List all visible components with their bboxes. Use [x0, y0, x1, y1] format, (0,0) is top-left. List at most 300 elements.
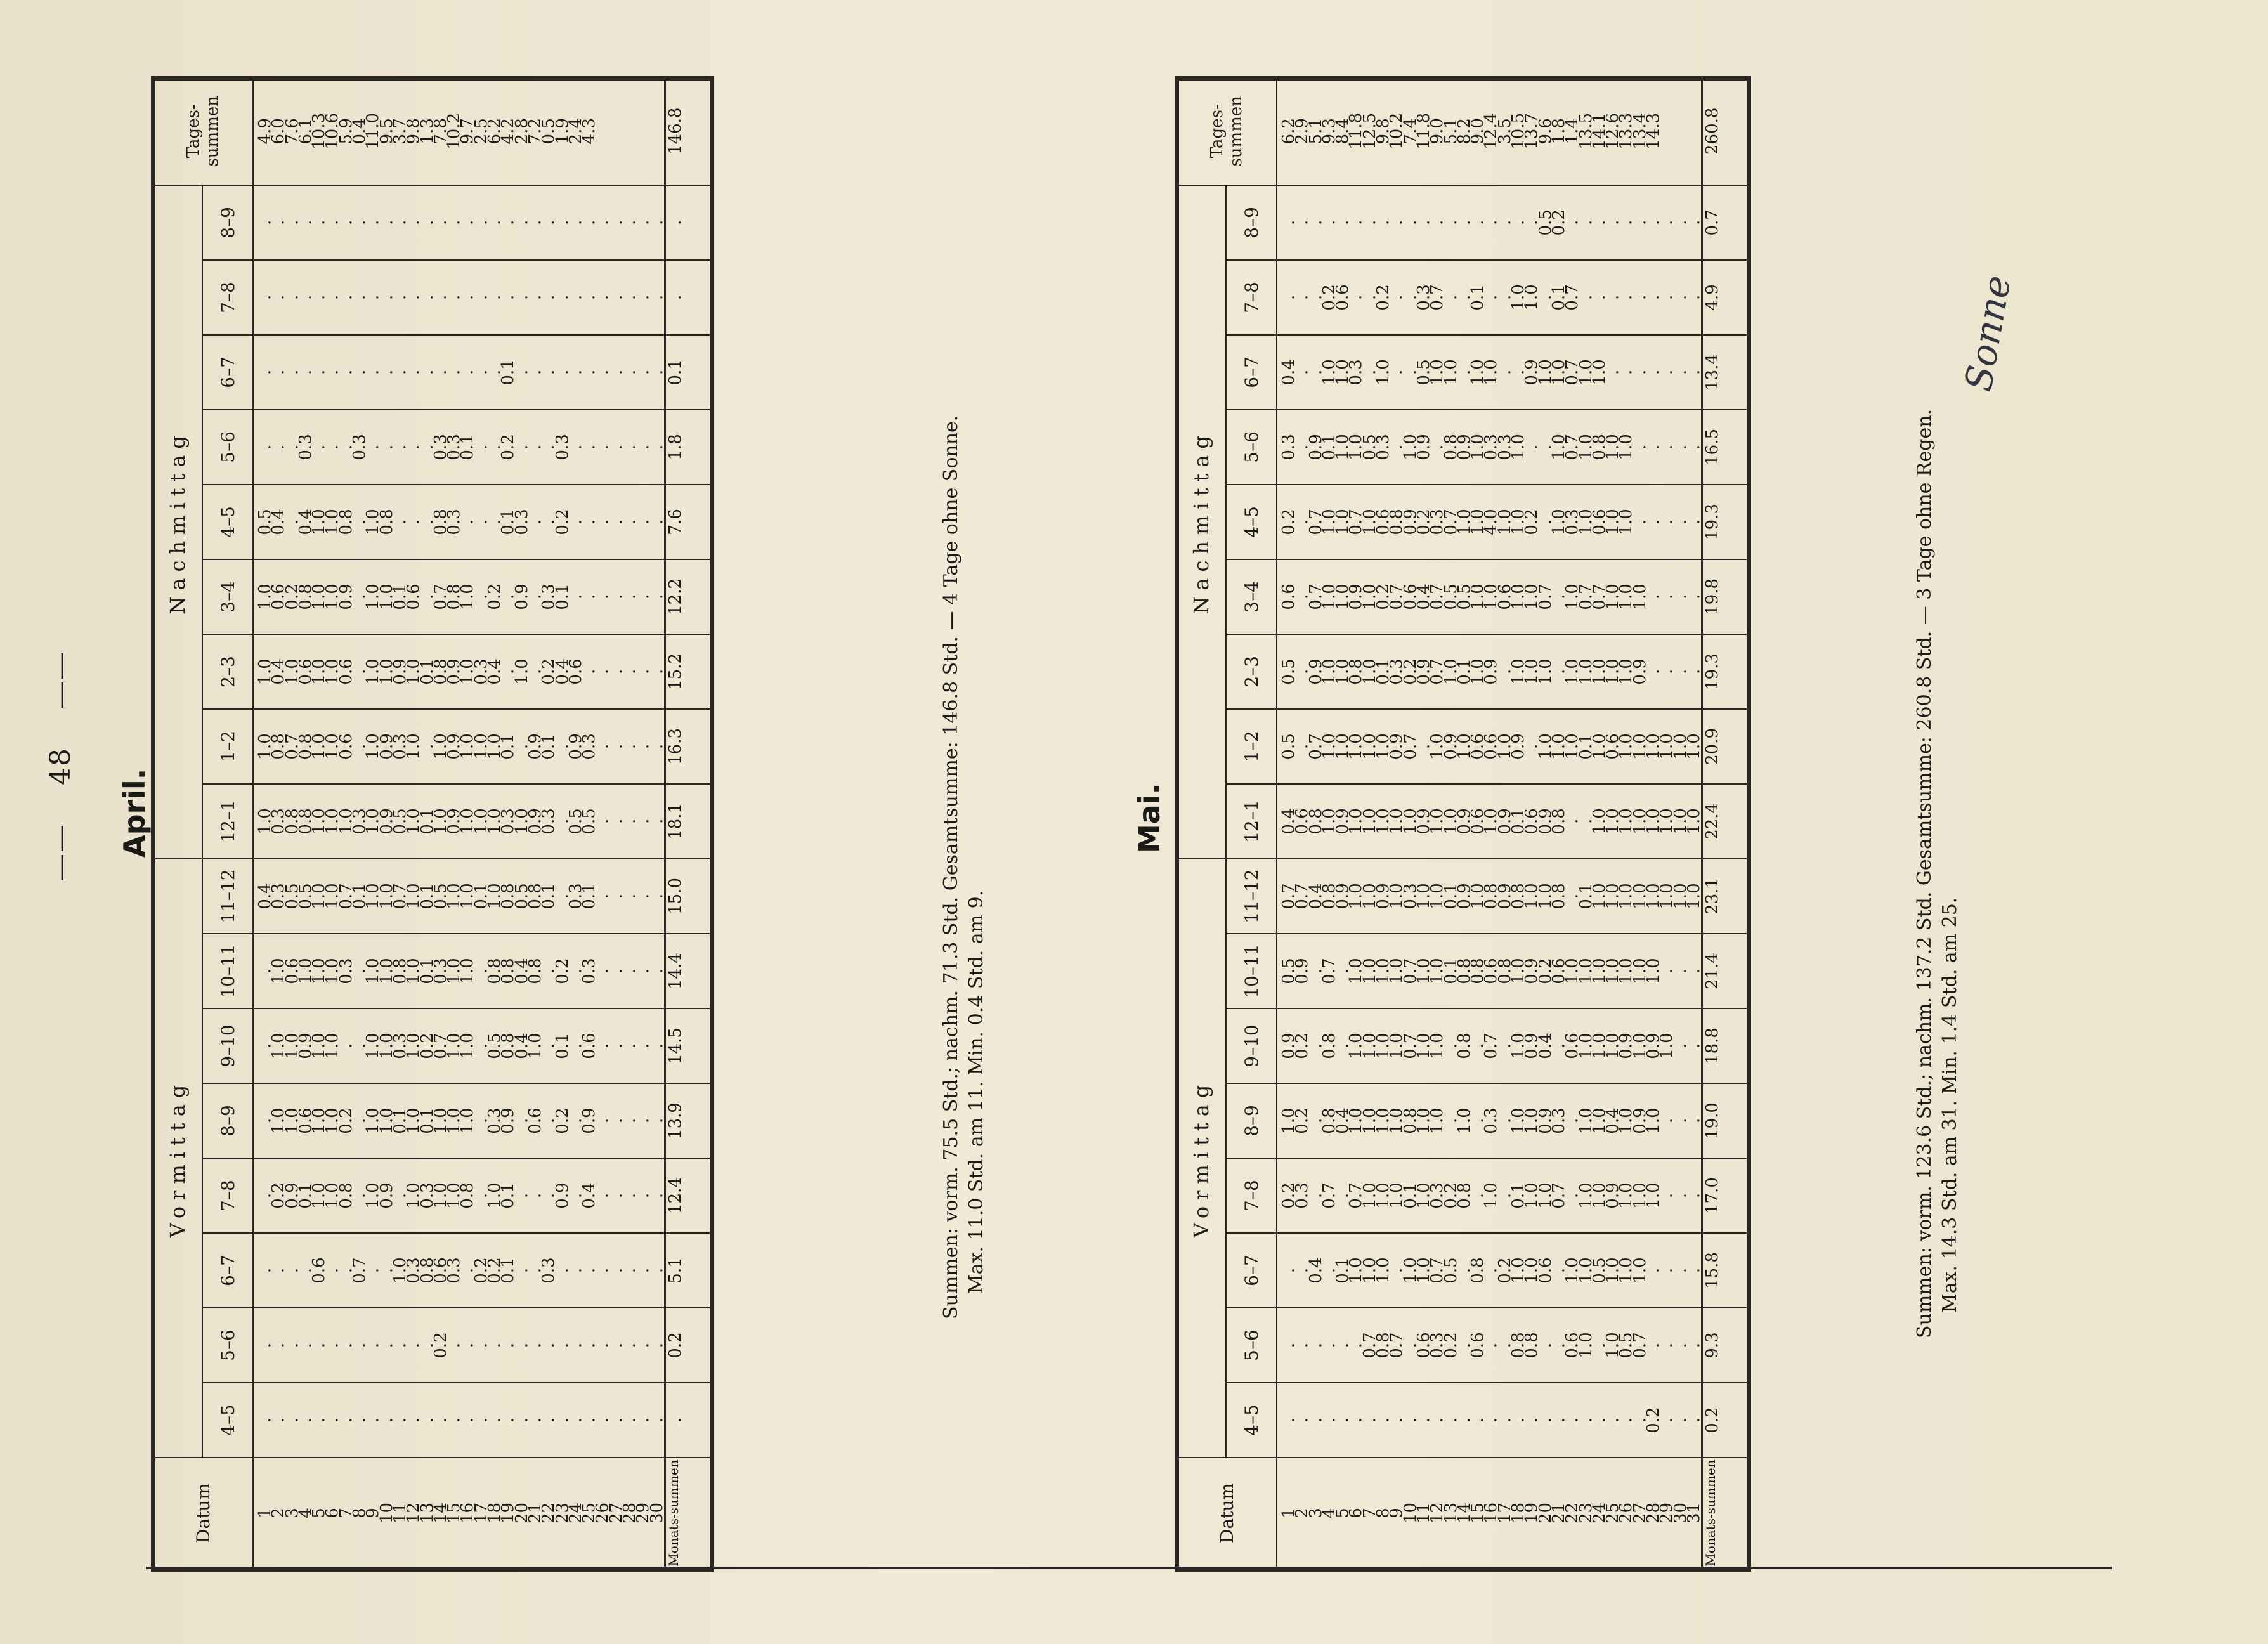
- mai-hour-cell: 1.0: [1603, 808, 1623, 835]
- mai-hour-cell: .: [1495, 1192, 1515, 1199]
- mai-hour-cell: .: [1387, 1267, 1407, 1274]
- mai-hour-cell: 1.0: [1563, 733, 1582, 760]
- april-hour-header: 2–3: [202, 634, 253, 709]
- april-hour-cell: .: [634, 1118, 653, 1124]
- mai-hour-cell: .: [1400, 1417, 1420, 1423]
- mai-hour-cell: .: [1414, 1417, 1433, 1423]
- april-hour-cell: .: [539, 369, 559, 375]
- mai-hour-cell: 1.0: [1319, 584, 1339, 610]
- mai-hour-cell: 1.0: [1333, 658, 1353, 685]
- april-hour-cell: 0.5: [256, 509, 275, 535]
- april-hour-cell: .: [580, 294, 599, 301]
- mai-hour-cell: 0.8: [1346, 658, 1366, 685]
- april-hour-cell: .: [647, 369, 667, 375]
- april-tagessumme-cell: 0.5: [539, 118, 559, 145]
- mai-hour-cell: 1.0: [1522, 883, 1542, 910]
- april-hour-cell: .: [620, 369, 640, 375]
- april-date-cell: 3: [282, 1508, 302, 1518]
- april-hour-cell: 1.0: [256, 808, 275, 835]
- mai-hour-cell: .: [1454, 1342, 1474, 1348]
- april-hour-cell: .: [620, 294, 640, 301]
- april-hour-cell: .: [269, 1417, 289, 1423]
- mai-hour-cell: 1.0: [1360, 958, 1379, 984]
- mai-hour-cell: 1.0: [1589, 958, 1609, 984]
- mai-hour-cell: 0.8: [1509, 883, 1528, 910]
- april-hour-cell: 1.0: [404, 733, 424, 760]
- mai-hour-header: 9–10: [1226, 1008, 1277, 1083]
- april-hour-cell: 0.3: [390, 1033, 410, 1059]
- mai-hour-cell: .: [1293, 1267, 1312, 1274]
- april-date-cell: 4: [296, 1508, 315, 1518]
- mai-hour-cell: 0.4: [1279, 359, 1298, 386]
- mai-hour-cell: 1.0: [1617, 883, 1636, 910]
- april-hour-cell: .: [512, 369, 531, 375]
- mai-hour-cell: .: [1509, 369, 1528, 375]
- april-tagessumme-cell: 1.3: [417, 118, 437, 145]
- april-hour-cell: .: [336, 369, 356, 375]
- mai-hour-cell: 1.0: [1576, 1107, 1596, 1134]
- mai-hour-cell: 0.9: [1482, 658, 1501, 685]
- mai-tagessumme-cell: 12.6: [1603, 112, 1623, 150]
- april-hour-cell: .: [539, 219, 559, 225]
- mai-date-cell: 1: [1279, 1508, 1298, 1518]
- april-date-cell: 7: [336, 1508, 356, 1518]
- april-hour-cell: 1.0: [323, 733, 342, 760]
- april-hour-cell: 0.1: [499, 733, 518, 760]
- mai-hour-cell: 1.0: [1549, 359, 1568, 386]
- mai-hour-cell: 1.0: [1684, 808, 1704, 835]
- mai-monatssumme-cell: 22.4: [1702, 784, 1749, 859]
- mai-hour-cell: .: [1306, 1043, 1326, 1049]
- april-hour-cell: .: [417, 294, 437, 301]
- april-hour-cell: .: [593, 1417, 613, 1423]
- mai-date-cell: 12: [1428, 1502, 1447, 1524]
- mai-hour-cell: 1.0: [1535, 359, 1555, 386]
- mai-summary-line1: Summen: vorm. 123.6 Std.; nachm. 137.2 Std. Gesamtsumme: 260.8 Std. — 3 Tage ohne Regen.: [1913, 408, 1936, 1338]
- april-hour-cell: 0.8: [377, 509, 396, 535]
- april-hour-cell: 1.0: [404, 1182, 424, 1209]
- mai-hour-cell: 0.9: [1306, 658, 1326, 685]
- april-hour-header: 8–9: [202, 185, 253, 260]
- mai-hour-column: [1277, 485, 1702, 559]
- mai-hour-cell: 0.8: [1454, 1182, 1474, 1209]
- mai-hour-cell: 0.9: [1333, 883, 1353, 910]
- april-hour-cell: .: [390, 1342, 410, 1348]
- mai-hour-cell: .: [1576, 294, 1596, 301]
- mai-date-cell: 20: [1535, 1502, 1555, 1524]
- mai-hour-cell: .: [1684, 444, 1704, 450]
- april-hour-cell: 0.4: [552, 658, 572, 685]
- mai-hour-cell: .: [1657, 968, 1677, 974]
- april-hour-cell: .: [634, 968, 653, 974]
- mai-hour-cell: .: [1495, 1342, 1515, 1348]
- april-hour-cell: 1.0: [363, 958, 383, 984]
- mai-date-cell: 5: [1333, 1508, 1353, 1518]
- mai-hour-cell: 0.6: [1374, 509, 1393, 535]
- mai-hour-cell: 1.0: [1589, 1182, 1609, 1209]
- mai-date-cell: 23: [1576, 1502, 1596, 1524]
- mai-hour-cell: 0.8: [1549, 808, 1568, 835]
- mai-tagessumme-cell: 12.5: [1360, 112, 1379, 150]
- april-hour-cell: 0.2: [282, 584, 302, 610]
- april-hour-cell: .: [606, 444, 626, 450]
- mai-hour-cell: .: [1293, 519, 1312, 525]
- mai-hour-cell: 1.0: [1657, 883, 1677, 910]
- mai-hour-cell: .: [1468, 1043, 1488, 1049]
- april-hour-cell: .: [647, 1417, 667, 1423]
- april-hour-cell: 0.1: [499, 1257, 518, 1284]
- mai-hour-cell: .: [1468, 1192, 1488, 1199]
- april-hour-cell: 0.1: [552, 1033, 572, 1059]
- mai-hour-cell: 0.2: [1374, 584, 1393, 610]
- april-date-cell: 13: [417, 1502, 437, 1524]
- april-hour-cell: .: [336, 219, 356, 225]
- mai-hour-cell: .: [1644, 519, 1664, 525]
- april-hour-cell: .: [471, 219, 491, 225]
- mai-hour-cell: 0.8: [1454, 958, 1474, 984]
- april-hour-cell: 1.0: [485, 1182, 505, 1209]
- april-hour-header: 7–8: [202, 1158, 253, 1233]
- mai-hour-cell: .: [1603, 369, 1623, 375]
- april-hour-cell: 1.0: [363, 658, 383, 685]
- mai-hour-cell: 1.0: [1644, 1107, 1664, 1134]
- mai-hour-cell: 0.7: [1482, 1033, 1501, 1059]
- mai-hour-cell: 1.0: [1576, 1257, 1596, 1284]
- mai-hour-cell: 1.0: [1387, 1182, 1407, 1209]
- april-hour-cell: .: [580, 219, 599, 225]
- april-hour-cell: 0.3: [431, 958, 450, 984]
- april-hour-cell: 0.2: [552, 509, 572, 535]
- page-number: 48: [44, 747, 77, 785]
- page-bottom-rule: [146, 1567, 2112, 1569]
- mai-hour-cell: 0.7: [1279, 883, 1298, 910]
- april-hour-cell: .: [620, 1043, 640, 1049]
- mai-hour-cell: 1.0: [1428, 808, 1447, 835]
- april-hour-cell: .: [336, 1267, 356, 1274]
- april-hour-cell: .: [336, 1417, 356, 1423]
- april-hour-cell: 0.9: [512, 584, 531, 610]
- mai-hour-cell: .: [1400, 369, 1420, 375]
- mai-monatssumme-cell: 16.5: [1702, 410, 1749, 485]
- april-hour-cell: .: [620, 444, 640, 450]
- mai-hour-cell: 0.1: [1441, 958, 1461, 984]
- april-hour-cell: 0.3: [580, 733, 599, 760]
- mai-hour-cell: 0.2: [1414, 509, 1433, 535]
- mai-hour-cell: .: [1563, 818, 1582, 825]
- april-hour-cell: .: [485, 294, 505, 301]
- mai-hour-cell: .: [1563, 893, 1582, 899]
- mai-hour-cell: .: [1468, 219, 1488, 225]
- april-hour-column: [253, 1008, 665, 1083]
- mai-hour-cell: .: [1360, 294, 1379, 301]
- april-hour-cell: .: [539, 1192, 559, 1199]
- mai-hour-cell: 1.0: [1414, 1107, 1433, 1134]
- april-hour-column: [253, 485, 665, 559]
- mai-hour-cell: 1.0: [1374, 958, 1393, 984]
- april-hour-cell: .: [593, 1118, 613, 1124]
- april-hour-cell: .: [552, 893, 572, 899]
- april-hour-cell: 1.0: [404, 1107, 424, 1134]
- april-date-cell: 11: [390, 1502, 410, 1524]
- mai-hour-cell: 1.0: [1414, 883, 1433, 910]
- mai-hour-cell: 0.6: [1522, 808, 1542, 835]
- mai-hour-cell: .: [1522, 743, 1542, 750]
- mai-hour-cell: 1.0: [1279, 1107, 1298, 1134]
- mai-hour-cell: .: [1549, 1267, 1568, 1274]
- april-hour-cell: 0.9: [282, 1182, 302, 1209]
- mai-hour-cell: 1.0: [1374, 1033, 1393, 1059]
- mai-hour-cell: 0.1: [1319, 434, 1339, 460]
- mai-monatssumme-cell: 13.4: [1702, 335, 1749, 410]
- mai-hour-cell: .: [1495, 669, 1515, 675]
- mai-hour-cell: 1.0: [1589, 1033, 1609, 1059]
- april-hour-cell: .: [377, 219, 396, 225]
- mai-hour-cell: 1.0: [1333, 733, 1353, 760]
- mai-hour-cell: 1.0: [1360, 883, 1379, 910]
- mai-monatssumme-cell: 18.8: [1702, 1008, 1749, 1083]
- april-hour-cell: .: [566, 369, 585, 375]
- april-hour-cell: 0.9: [525, 733, 545, 760]
- mai-hour-cell: 0.1: [1468, 284, 1488, 311]
- april-hour-cell: 0.8: [445, 584, 464, 610]
- mai-hour-cell: 1.0: [1657, 733, 1677, 760]
- mai-hour-cell: 0.3: [1414, 284, 1433, 311]
- mai-hour-cell: .: [1630, 519, 1650, 525]
- mai-hour-cell: 0.3: [1482, 1107, 1501, 1134]
- april-monatssummen-label: Monats-summen: [665, 1458, 712, 1569]
- mai-hour-cell: 0.9: [1617, 1033, 1636, 1059]
- april-hour-cell: 0.3: [269, 883, 289, 910]
- april-tagessumme-cell: 0.4: [350, 118, 370, 145]
- mai-hour-cell: 1.0: [1387, 958, 1407, 984]
- april-hour-cell: .: [458, 219, 478, 225]
- mai-hour-cell: .: [1657, 294, 1677, 301]
- mai-hour-cell: .: [1657, 669, 1677, 675]
- mai-hour-cell: 1.0: [1400, 1257, 1420, 1284]
- mai-hour-cell: 0.9: [1495, 883, 1515, 910]
- april-hour-cell: 1.0: [377, 883, 396, 910]
- mai-hour-cell: 1.0: [1603, 509, 1623, 535]
- mai-date-cell: 22: [1563, 1502, 1582, 1524]
- april-hour-cell: .: [350, 294, 370, 301]
- mai-hour-header: 3–4: [1226, 559, 1277, 634]
- mai-tagessumme-cell: 13.3: [1617, 112, 1636, 150]
- april-hour-cell: 1.0: [404, 958, 424, 984]
- mai-hour-cell: 0.7: [1576, 584, 1596, 610]
- mai-summary: [1912, 409, 1963, 1338]
- april-hour-cell: .: [404, 519, 424, 525]
- april-hour-cell: 0.7: [431, 584, 450, 610]
- april-hour-cell: 1.0: [310, 509, 329, 535]
- april-hour-cell: 0.1: [471, 883, 491, 910]
- april-hour-cell: 1.0: [269, 958, 289, 984]
- mai-monatssumme-cell: 15.8: [1702, 1233, 1749, 1308]
- april-hour-cell: 0.4: [580, 1182, 599, 1209]
- mai-hour-cell: .: [1495, 1417, 1515, 1423]
- april-hour-cell: .: [606, 893, 626, 899]
- april-hour-cell: .: [499, 1342, 518, 1348]
- mai-hour-cell: .: [1684, 369, 1704, 375]
- april-hour-cell: .: [323, 444, 342, 450]
- mai-hour-cell: 1.0: [1360, 808, 1379, 835]
- mai-hour-cell: .: [1441, 1118, 1461, 1124]
- april-hour-cell: .: [620, 743, 640, 750]
- april-hour-cell: 0.3: [431, 434, 450, 460]
- april-hour-cell: .: [539, 1043, 559, 1049]
- mai-hour-cell: 0.3: [1346, 359, 1366, 386]
- mai-hour-cell: .: [1589, 1417, 1609, 1423]
- april-hour-cell: .: [525, 519, 545, 525]
- april-hour-cell: 0.2: [431, 1332, 450, 1359]
- page-number-line: ——48——: [44, 651, 77, 882]
- april-title: April.: [117, 768, 152, 858]
- mai-hour-cell: 1.0: [1482, 584, 1501, 610]
- april-hour-cell: .: [458, 1417, 478, 1423]
- mai-hour-column: [1277, 1158, 1702, 1233]
- april-hour-cell: .: [296, 1417, 315, 1423]
- april-hour-cell: .: [593, 968, 613, 974]
- mai-hour-cell: .: [1630, 219, 1650, 225]
- mai-hour-cell: 0.9: [1346, 584, 1366, 610]
- mai-hour-cell: .: [1306, 219, 1326, 225]
- april-hour-cell: 0.4: [256, 883, 275, 910]
- mai-hour-cell: .: [1293, 1342, 1312, 1348]
- mai-hour-cell: 0.2: [1293, 1033, 1312, 1059]
- mai-hour-cell: .: [1671, 294, 1690, 301]
- april-hour-cell: 0.9: [377, 1182, 396, 1209]
- mai-hour-cell: .: [1387, 294, 1407, 301]
- mai-hour-cell: 1.0: [1468, 584, 1488, 610]
- mai-monatssumme-cell: 19.3: [1702, 485, 1749, 559]
- april-hour-cell: .: [445, 369, 464, 375]
- mai-hour-cell: 1.0: [1374, 733, 1393, 760]
- mai-hour-cell: .: [1657, 1267, 1677, 1274]
- april-hour-cell: .: [417, 1342, 437, 1348]
- april-vormittag-header: Vormittag: [153, 859, 202, 1458]
- april-hour-cell: 1.0: [445, 1182, 464, 1209]
- mai-hour-cell: .: [1319, 219, 1339, 225]
- mai-hour-cell: .: [1549, 1342, 1568, 1348]
- april-hour-column: [253, 1233, 665, 1308]
- mai-hour-cell: 1.0: [1522, 1107, 1542, 1134]
- april-hour-cell: .: [296, 1342, 315, 1348]
- april-hour-cell: 0.8: [525, 958, 545, 984]
- april-hour-cell: 0.8: [336, 509, 356, 535]
- april-monatssumme-cell: 0.2: [665, 1308, 712, 1383]
- mai-hour-cell: .: [1293, 294, 1312, 301]
- april-hour-cell: 1.0: [282, 1107, 302, 1134]
- april-hour-cell: 0.3: [350, 808, 370, 835]
- mai-hour-cell: 4.0: [1482, 509, 1501, 535]
- mai-summary-line2: Max. 14.3 Std. am 31. Min. 1.4 Std. am 25.: [1939, 897, 1961, 1313]
- april-hour-cell: .: [634, 519, 653, 525]
- mai-hour-cell: 1.0: [1535, 1182, 1555, 1209]
- april-hour-header: 1–2: [202, 709, 253, 784]
- april-tagessumme-cell: 7.2: [525, 118, 545, 145]
- april-hour-cell: 0.5: [485, 1033, 505, 1059]
- april-hour-cell: .: [525, 1342, 545, 1348]
- april-tagessumme-cell: 10.3: [310, 112, 329, 150]
- mai-hour-cell: 0.9: [1535, 808, 1555, 835]
- mai-hour-cell: 0.3: [1482, 434, 1501, 460]
- april-hour-cell: 0.3: [566, 883, 585, 910]
- april-hour-column: [253, 1308, 665, 1383]
- april-hour-column: [253, 859, 665, 934]
- mai-monatssumme-cell: 260.8: [1702, 78, 1749, 185]
- april-hour-cell: .: [647, 1267, 667, 1274]
- april-hour-cell: 0.8: [431, 509, 450, 535]
- april-hour-cell: .: [634, 1043, 653, 1049]
- april-date-cell: 6: [323, 1508, 342, 1518]
- mai-hour-cell: 1.0: [1535, 883, 1555, 910]
- mai-tagessumme-cell: 11.8: [1346, 112, 1366, 150]
- april-hour-cell: 0.2: [269, 1182, 289, 1209]
- april-hour-cell: .: [566, 1267, 585, 1274]
- april-hour-cell: 0.9: [445, 733, 464, 760]
- mai-hour-cell: .: [1374, 1417, 1393, 1423]
- mai-hour-cell: .: [1671, 1118, 1690, 1124]
- april-hour-cell: .: [634, 1192, 653, 1199]
- april-hour-cell: 1.0: [256, 733, 275, 760]
- april-hour-cell: 1.0: [431, 1182, 450, 1209]
- mai-date-cell: 18: [1509, 1502, 1528, 1524]
- mai-hour-cell: 0.6: [1400, 584, 1420, 610]
- mai-hour-cell: 1.0: [1319, 658, 1339, 685]
- mai-hour-cell: 0.6: [1495, 584, 1515, 610]
- april-hour-cell: 0.1: [296, 1182, 315, 1209]
- april-hour-cell: 1.0: [323, 808, 342, 835]
- april-hour-cell: .: [634, 369, 653, 375]
- april-hour-cell: 1.0: [404, 658, 424, 685]
- april-hour-cell: .: [647, 519, 667, 525]
- april-hour-cell: 1.0: [458, 733, 478, 760]
- mai-tagessumme-cell: 14.1: [1589, 112, 1609, 150]
- mai-hour-cell: 1.0: [1563, 584, 1582, 610]
- april-hour-cell: 0.9: [445, 808, 464, 835]
- mai-hour-cell: 0.3: [1428, 1332, 1447, 1359]
- mai-hour-cell: 0.2: [1279, 1182, 1298, 1209]
- mai-hour-cell: 0.7: [1319, 958, 1339, 984]
- april-hour-cell: 0.3: [485, 1107, 505, 1134]
- mai-hour-cell: .: [1630, 1417, 1650, 1423]
- april-hour-cell: 0.3: [417, 1182, 437, 1209]
- april-hour-cell: .: [390, 519, 410, 525]
- mai-hour-cell: 1.0: [1522, 284, 1542, 311]
- mai-hour-cell: .: [1346, 1342, 1366, 1348]
- april-hour-cell: 0.2: [552, 1107, 572, 1134]
- mai-hour-cell: 0.3: [1293, 1182, 1312, 1209]
- mai-hour-cell: 1.0: [1576, 434, 1596, 460]
- mai-hour-cell: 0.9: [1387, 733, 1407, 760]
- april-hour-cell: .: [404, 294, 424, 301]
- april-hour-cell: 0.1: [499, 359, 518, 386]
- mai-hour-cell: 0.7: [1387, 584, 1407, 610]
- april-monatssumme-cell: .: [665, 185, 712, 260]
- april-hour-cell: 1.0: [404, 883, 424, 910]
- mai-hour-cell: 1.0: [1644, 808, 1664, 835]
- april-hour-cell: 1.0: [445, 1033, 464, 1059]
- april-hour-cell: 1.0: [310, 733, 329, 760]
- mai-hour-cell: .: [1333, 1192, 1353, 1199]
- april-hour-cell: .: [404, 1342, 424, 1348]
- mai-hour-cell: .: [1360, 1417, 1379, 1423]
- mai-hour-cell: 0.2: [1549, 209, 1568, 236]
- april-hour-cell: 1.0: [269, 1107, 289, 1134]
- mai-hour-cell: .: [1346, 219, 1366, 225]
- mai-hour-cell: 1.0: [1522, 658, 1542, 685]
- april-hour-cell: .: [512, 743, 531, 750]
- mai-hour-cell: 1.0: [1441, 359, 1461, 386]
